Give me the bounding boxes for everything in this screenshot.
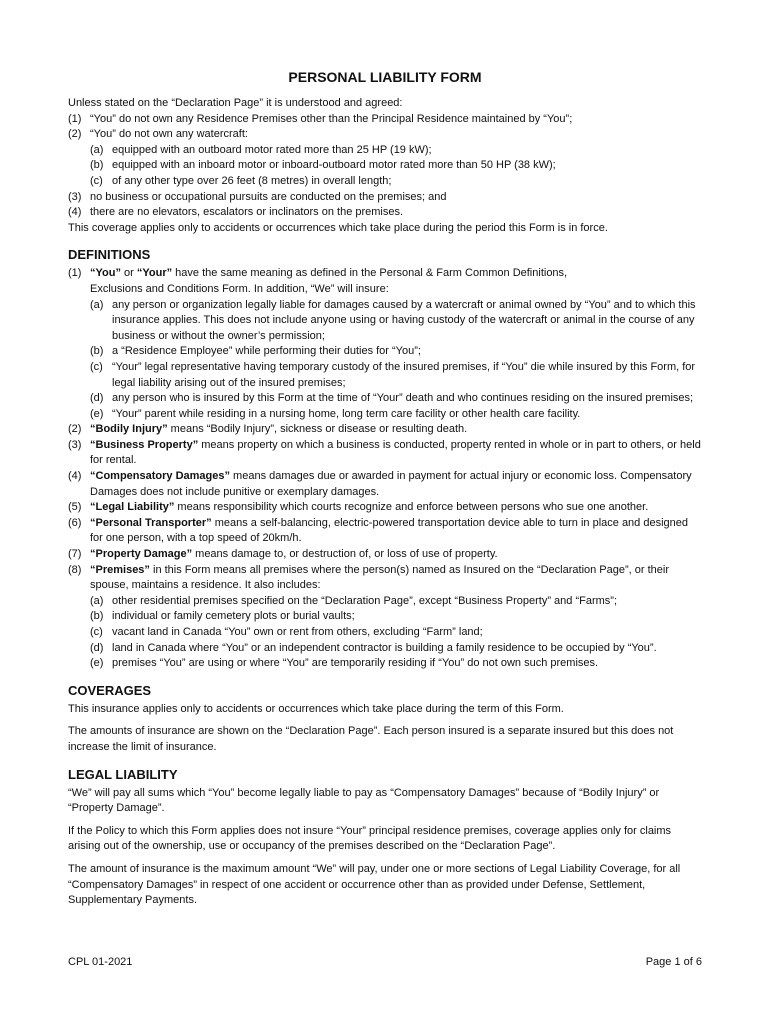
definition-item: (3) “Business Property” means property on which a business is conducted, property rented in whole or in part to others, or held for rental. (68, 438, 701, 467)
definition-item: (1) “You” or “Your” have the same meaning as defined in the Personal & Farm Common Definitions, (68, 267, 568, 280)
watercraft-item: (c) of any other type over 26 feet (8 metres) in overall length; (90, 174, 392, 187)
page-number: Page 1 of 6 (645, 956, 702, 968)
definition-item: (6) “Personal Transporter” means a self-balancing, electric-powered transportation device able to turn in place and designed for one person, with a top speed of 20km/h. (68, 516, 688, 545)
definition-item: (2) “Bodily Injury” means “Bodily Injury”, sickness or disease or resulting death. (68, 423, 468, 436)
intro-item: (1) “You” do not own any Residence Premises other than the Principal Residence maintained by “You”; (68, 112, 573, 125)
definitions-heading: DEFINITIONS (68, 247, 151, 263)
coverages-heading: COVERAGES (68, 682, 152, 698)
definition-term: “Premises” (90, 563, 150, 576)
legal-liability-paragraph: “We” will pay all sums which “You” become legally liable to pay as “Compensatory Damages” because of “Bodily Injury” or “Property Damage”. (68, 786, 660, 815)
definition-term: “Business Property” (90, 438, 199, 451)
intro-item: (4) there are no elevators, escalators or inclinators on the premises. (68, 206, 404, 219)
definition-subitem: (a) other residential premises specified on the “Declaration Page”, except “Business Property” and “Farms”; (90, 594, 618, 607)
definition-subitem: (b) individual or family cemetery plots or burial vaults; (90, 610, 355, 623)
definition-subitem: (e) premises “You” are using or where “You” are temporarily residing if “You” do not own such premises. (90, 657, 599, 670)
definition-item: (8) “Premises” in this Form means all premises where the person(s) named as Insured on the “Declaration Page”, or their spouse, maintains a residence. It also includes: (68, 563, 670, 592)
definition-subitem: (b) a “Residence Employee” while performing their duties for “You”; (90, 345, 421, 358)
definition-subitem: (c) vacant land in Canada “You” own or rent from others, excluding “Farm” land; (90, 626, 483, 638)
definition-term: “Your” (136, 267, 173, 280)
definition-continuation: Exclusions and Conditions Form. In addition, “We” will insure: (90, 282, 389, 295)
intro-item: (2) “You” do not own any watercraft: (68, 128, 248, 141)
document-body (68, 68, 702, 909)
legal-liability-heading: LEGAL LIABILITY (68, 766, 178, 782)
legal-liability-paragraph: The amount of insurance is the maximum amount “We” will pay, under one or more sections of Legal Liability Coverage, for all “Compensatory Damages” in respect of one accident or occurrence other than as provided under Defense, Settlement, Supplementary Payments. (68, 862, 681, 907)
intro-closing: This coverage applies only to accidents or occurrences which take place during the period this Form is in force. (68, 221, 608, 234)
definition-term: “Compensatory Damages” (90, 470, 230, 483)
definition-item: (4) “Compensatory Damages” means damages due or awarded in payment for actual injury or economic loss. Compensatory Damages does not include punitive or exemplary damages. (68, 470, 692, 498)
definition-subitem: (d) any person who is insured by this Form at the time of “Your” death and who continues residing on the insured premises; (90, 392, 694, 405)
watercraft-item: (b) equipped with an inboard motor or inboard-outboard motor rated more than 50 HP (38 kW); (90, 159, 556, 172)
definition-subitem: (e) “Your” parent while residing in a nursing home, long term care facility or other health care facility. (90, 407, 581, 420)
page-footer (68, 956, 702, 968)
intro-lead: Unless stated on the “Declaration Page” it is understood and agreed: (68, 97, 403, 109)
definition-subitem: (d) land in Canada where “You” or an independent contractor is building a family residence to be occupied by “You”. (90, 641, 657, 654)
definition-subitem: (a) any person or organization legally liable for damages caused by a watercraft or animal owned by “You” and to which this insurance applies. This does not include anyone using or having custody of the watercraft or animal in the course of any business or without the owner’s permission; (90, 298, 696, 342)
definition-term: “You” (90, 267, 121, 280)
definition-term: “Personal Transporter” (90, 516, 212, 529)
definition-subitem: (c) “Your” legal representative having temporary custody of the insured premises, if “You” die while insured by this Form, for legal liability arising out of the insured premises; (90, 360, 696, 389)
legal-liability-paragraph: If the Policy to which this Form applies does not insure “Your” principal residence premises, coverage applies only for claims arising out of the ownership, use or occupancy of the premises described on the “Declaration Page”. (68, 824, 672, 853)
definition-term: “Legal Liability” (90, 501, 175, 514)
coverages-paragraph: The amounts of insurance are shown on the “Declaration Page”. Each person insured is a separate insured but this does not increase the limit of insurance. (68, 725, 674, 753)
form-code: CPL 01-2021 (68, 956, 133, 968)
definition-term: “Bodily Injury” (90, 423, 168, 436)
definition-term: “Property Damage” (90, 548, 193, 561)
intro-item: (3) no business or occupational pursuits are conducted on the premises; and (68, 190, 447, 203)
definition-item: (5) “Legal Liability” means responsibility which courts recognize and enforce between persons who sue one another. (68, 501, 649, 514)
coverages-paragraph: This insurance applies only to accidents or occurrences which take place during the term of this Form. (68, 702, 564, 715)
page-title: PERSONAL LIABILITY FORM (288, 69, 482, 85)
definition-item: (7) “Property Damage” means damage to, or destruction of, or loss of use of property. (68, 548, 498, 561)
watercraft-item: (a) equipped with an outboard motor rated more than 25 HP (19 kW); (90, 143, 432, 156)
